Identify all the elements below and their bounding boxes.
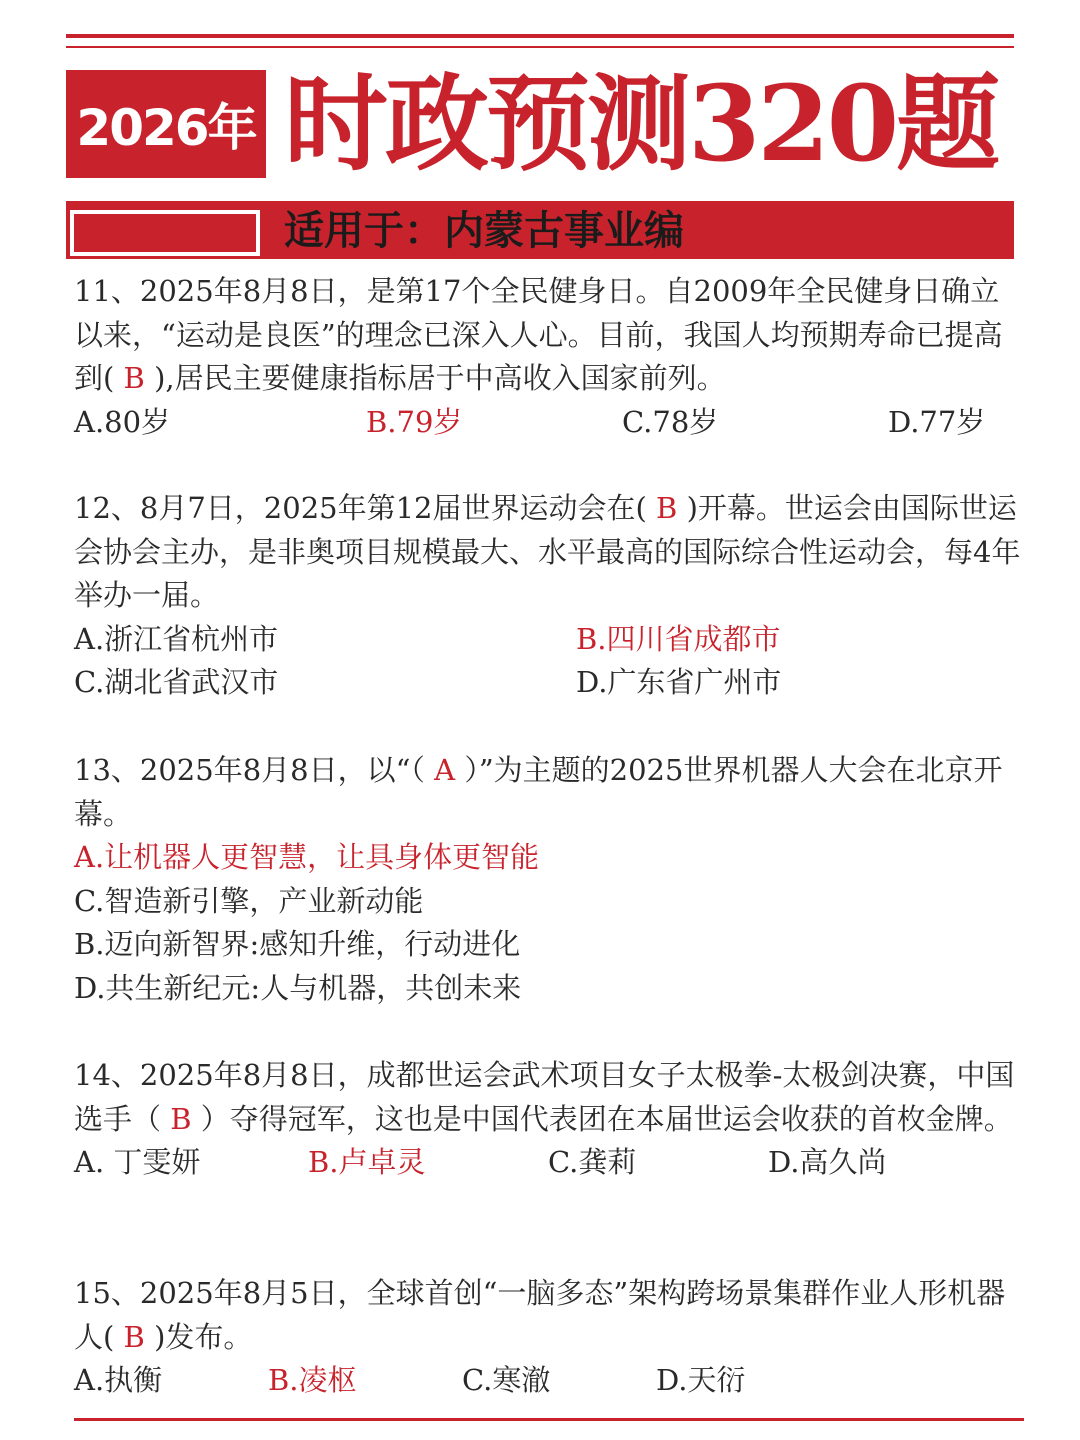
question-stem: 11、2025年8月8日，是第17个全民健身日。自2009年全民健身日确立以来，“运动是良医”的理念已深入人心。目前，我国人均预期寿命已提高到( B ),居民主要健康指标居于中高收入国家前列。 xyxy=(74,274,1003,395)
option-row xyxy=(74,923,1024,967)
option-d: D.77岁 xyxy=(888,404,986,439)
bottom-rule xyxy=(74,1418,1024,1421)
top-rule-thin xyxy=(66,46,1014,48)
question-15 xyxy=(74,1272,1024,1403)
option-d: D.广东省广州市 xyxy=(576,665,782,699)
question-13 xyxy=(74,749,1024,1010)
year-badge: 2026年 xyxy=(66,70,266,178)
options-row xyxy=(74,618,1024,662)
option-a: A.浙江省杭州市 xyxy=(74,621,279,656)
option-b: B.迈向新智界:感知升维，行动进化 xyxy=(74,927,521,961)
option-d: D.天衍 xyxy=(656,1363,746,1397)
question-14 xyxy=(74,1054,1024,1185)
question-stem: 14、2025年8月8日，成都世运会武术项目女子太极拳-太极剑决赛，中国选手（ B ）夺得冠军，这也是中国代表团在本届世运会收获的首枚金牌。 xyxy=(74,1058,1015,1136)
option-c: C.智造新引擎，产业新动能 xyxy=(74,883,424,918)
option-a-correct: A.让机器人更智慧，让具身体更智能 xyxy=(74,840,540,874)
option-c: C.78岁 xyxy=(622,404,719,439)
question-stem: 12、8月7日，2025年第12届世界运动会在( B )开幕。世运会由国际世运会协会主办，是非奥项目规模最大、水平最高的国际综合性运动会，每4年举办一届。 xyxy=(74,491,1021,612)
option-b-correct: B.四川省成都市 xyxy=(576,621,781,656)
option-row xyxy=(74,967,1024,1011)
question-stem: 15、2025年8月5日，全球首创“一脑多态”架构跨场景集群作业人形机器人( B )发布。 xyxy=(74,1276,1006,1354)
answer-letter: B xyxy=(123,1319,145,1354)
option-c: C.寒澈 xyxy=(462,1363,551,1397)
option-d: D.共生新纪元:人与机器，共创未来 xyxy=(74,970,522,1005)
options-row xyxy=(74,1359,1024,1403)
option-c: C.龚莉 xyxy=(548,1145,637,1179)
options-row xyxy=(74,1141,1024,1185)
option-a: A.执衡 xyxy=(74,1363,163,1397)
question-11 xyxy=(74,270,1024,444)
option-a: A.80岁 xyxy=(74,404,171,439)
answer-letter: B xyxy=(123,361,145,395)
option-b-correct: B.卢卓灵 xyxy=(308,1145,426,1179)
top-rule-thick xyxy=(66,34,1014,38)
option-b-correct: B.凌枢 xyxy=(268,1363,357,1397)
answer-letter: B xyxy=(170,1101,192,1136)
question-stem: 13、2025年8月8日，以“（ A ）”为主题的2025世界机器人大会在北京开幕。 xyxy=(74,753,1003,831)
option-a-correct-row xyxy=(74,836,1024,880)
option-a: A. 丁雯妍 xyxy=(74,1145,201,1179)
option-b-correct: B.79岁 xyxy=(366,404,463,439)
option-row xyxy=(74,880,1024,924)
option-c: C.湖北省武汉市 xyxy=(74,665,279,699)
subtitle: 适用于：内蒙古事业编 xyxy=(284,207,684,254)
question-12 xyxy=(74,487,1024,705)
options-row xyxy=(74,661,1024,705)
answer-letter: B xyxy=(656,491,678,525)
page-title: 时政预测320题 xyxy=(284,62,998,185)
answer-letter: A xyxy=(434,753,456,787)
banner-decor-box xyxy=(70,210,260,256)
option-d: D.高久尚 xyxy=(768,1145,887,1179)
options-row xyxy=(74,401,1024,445)
